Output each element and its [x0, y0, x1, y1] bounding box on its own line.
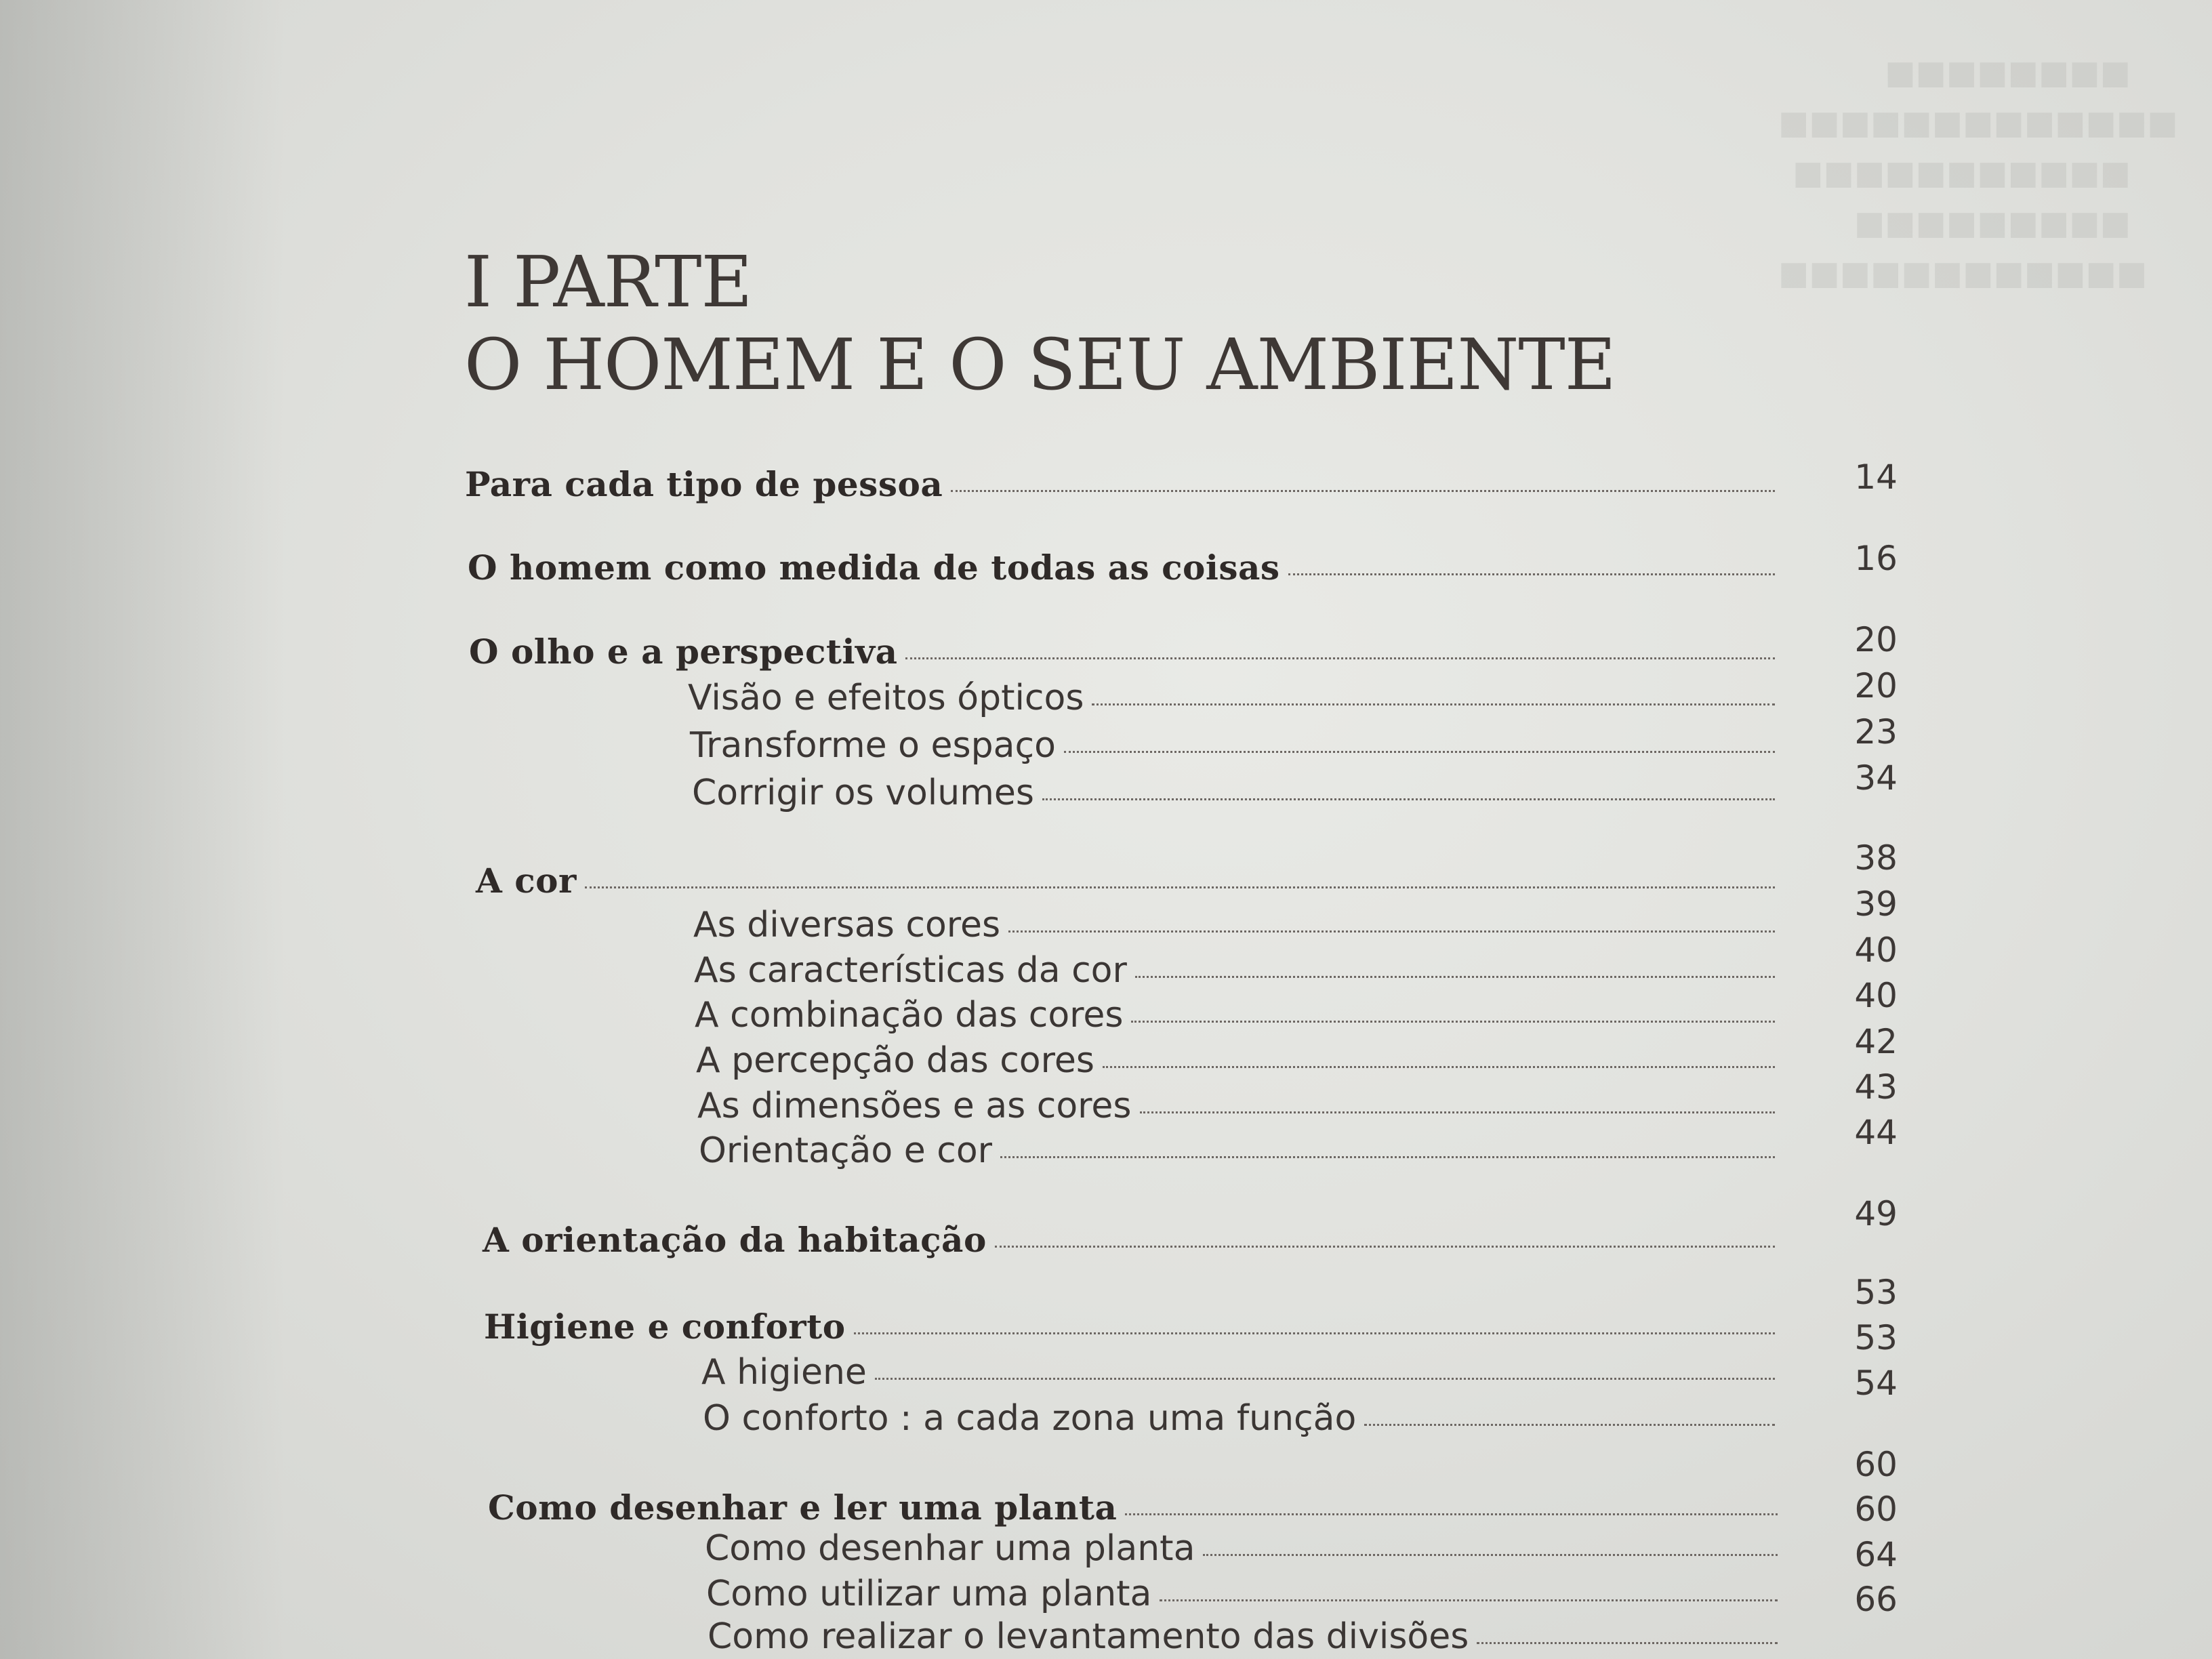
- dot-leader: [1092, 703, 1775, 705]
- dot-leader: [1140, 1111, 1775, 1113]
- page-number: 38: [1854, 838, 1898, 878]
- page-number: 64: [1854, 1535, 1898, 1574]
- part-title: I PARTE: [464, 241, 752, 323]
- toc-entry: [465, 464, 1783, 504]
- toc-entry-label: Corrigir os volumes: [692, 773, 1034, 813]
- toc-entry-label: Visão e efeitos ópticos: [688, 678, 1084, 718]
- toc-entry: [708, 1616, 1786, 1657]
- page-number: 16: [1854, 539, 1898, 578]
- page-number: 14: [1854, 457, 1898, 497]
- toc-entry-label: Como desenhar uma planta: [705, 1528, 1195, 1569]
- toc-entry: [701, 1352, 1783, 1393]
- toc-entry-label: As características da cor: [694, 950, 1127, 991]
- page-number: 49: [1854, 1194, 1898, 1233]
- page-number: 53: [1854, 1318, 1898, 1357]
- toc-entry: [690, 725, 1783, 766]
- dot-leader: [1042, 798, 1775, 800]
- dot-leader: [1288, 573, 1775, 575]
- toc-entry-label: Orientação e cor: [699, 1130, 993, 1171]
- page-number: 43: [1854, 1067, 1898, 1107]
- dot-leader: [905, 657, 1775, 659]
- toc-entry-label: A percepção das cores: [696, 1040, 1094, 1081]
- toc-entry: [483, 1220, 1783, 1260]
- toc-entry: [484, 1307, 1783, 1347]
- toc-entry-label: A higiene: [701, 1352, 867, 1393]
- toc-entry-label: O conforto : a cada zona uma função: [703, 1398, 1357, 1439]
- toc-entry: [696, 1040, 1783, 1081]
- toc-entry: [488, 1488, 1786, 1528]
- dot-leader: [585, 886, 1775, 888]
- toc-entry-label: Transforme o espaço: [690, 725, 1056, 766]
- toc-entry-label: O olho e a perspectiva: [469, 632, 898, 672]
- dot-leader: [995, 1246, 1775, 1248]
- toc-entry: [706, 1574, 1786, 1614]
- page-number: 23: [1854, 712, 1898, 752]
- toc-entry-label: Como realizar o levantamento das divisões: [708, 1616, 1469, 1657]
- page-number: 53: [1854, 1273, 1898, 1312]
- page-number: 66: [1854, 1580, 1898, 1619]
- page-number: 42: [1854, 1022, 1898, 1061]
- toc-entry-label: A cor: [476, 861, 577, 901]
- toc-entry: [705, 1528, 1786, 1569]
- part-subtitle: O HOMEM E O SEU AMBIENTE: [464, 323, 1616, 406]
- dot-leader: [1064, 751, 1775, 753]
- toc-entry: [694, 950, 1783, 991]
- toc-entry-label: A combinação das cores: [695, 995, 1124, 1036]
- page-number: 54: [1854, 1364, 1898, 1403]
- dot-leader: [1477, 1642, 1778, 1644]
- page-number: 40: [1854, 930, 1898, 970]
- toc-entry: [695, 995, 1783, 1036]
- toc-entry-label: Higiene e conforto: [484, 1307, 846, 1347]
- toc-entry-label: A orientação da habitação: [483, 1220, 987, 1260]
- toc-entry: [692, 773, 1783, 813]
- page-number: 20: [1854, 620, 1898, 659]
- dot-leader: [951, 490, 1775, 492]
- dot-leader: [875, 1378, 1775, 1380]
- dot-leader: [1203, 1554, 1778, 1556]
- page-number: 20: [1854, 666, 1898, 705]
- dot-leader: [1364, 1424, 1775, 1426]
- toc-entry-label: As dimensões e as cores: [697, 1086, 1132, 1126]
- bleed-through-text: ■■■■■■■■ ■■■■■■■■■■■■■ ■■■■■■■■■■■ ■■■■■■■■■ ■■■■■■■■■■■■: [1778, 54, 2178, 292]
- dot-leader: [1160, 1599, 1778, 1601]
- toc-entry-label: Para cada tipo de pessoa: [465, 464, 943, 504]
- toc-entry: [688, 678, 1783, 718]
- dot-leader: [1131, 1021, 1775, 1023]
- dot-leader: [1008, 930, 1775, 933]
- page-number: 60: [1854, 1490, 1898, 1529]
- dot-leader: [854, 1332, 1775, 1334]
- dot-leader: [1000, 1156, 1775, 1158]
- dot-leader: [1103, 1066, 1775, 1068]
- dot-leader: [1135, 976, 1775, 978]
- dot-leader: [1125, 1513, 1778, 1515]
- page-number: 44: [1854, 1113, 1898, 1152]
- page-number: 34: [1854, 758, 1898, 798]
- toc-entry: [468, 548, 1783, 588]
- page-number: 40: [1854, 976, 1898, 1015]
- toc-entry-label: Como desenhar e ler uma planta: [488, 1488, 1118, 1528]
- toc-entry: [476, 861, 1783, 901]
- toc-entry-label: Como utilizar uma planta: [706, 1574, 1152, 1614]
- toc-entry: [469, 632, 1783, 672]
- page-number: 60: [1854, 1445, 1898, 1484]
- toc-entry: [699, 1130, 1783, 1171]
- toc-entry-label: As diversas cores: [693, 905, 1001, 945]
- toc-entry-label: O homem como medida de todas as coisas: [468, 548, 1280, 588]
- toc-entry: [697, 1086, 1783, 1126]
- page-number: 39: [1854, 884, 1898, 924]
- toc-entry: [703, 1398, 1783, 1439]
- toc-entry: [693, 905, 1783, 945]
